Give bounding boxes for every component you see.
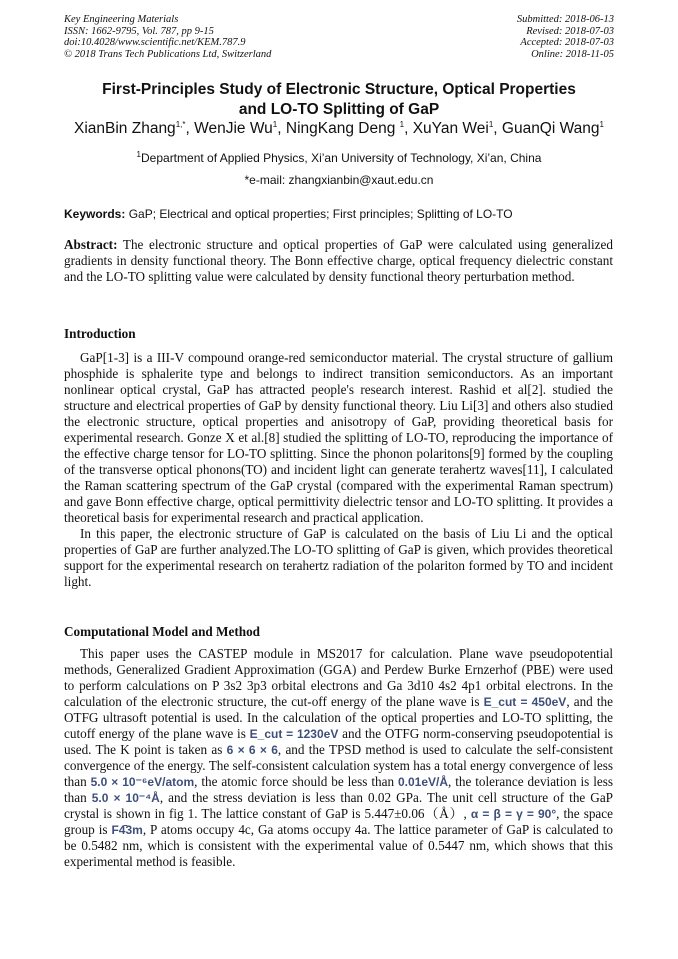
paragraph: In this paper, the electronic structure of GaP is calculated on the basis of Liu Li and the optical properties of GaP are further analyzed.The LO-TO splitting of GaP is given, which provides theoretical support for the experimental research on terahertz radiation of the polariton formed by TO and incident light.	[64, 526, 613, 589]
method-heading: Computational Model and Method	[64, 624, 260, 639]
formula: E_cut = 1230eV	[249, 727, 339, 741]
dates-info	[517, 14, 614, 60]
paper-title	[0, 80, 678, 120]
formula: 5.0 × 10⁻⁴Å	[91, 791, 160, 805]
copyright: © 2018 Trans Tech Publications Ltd, Switzerland	[64, 48, 272, 60]
formula: 6 × 6 × 6	[226, 743, 278, 757]
abstract-text: The electronic structure and optical properties of GaP were calculated using generalized gradients in density functional theory. The Bonn effective charge, optical frequency dielectric constant and the LO-TO splitting value were calculated by density functional theory perturbation method.	[64, 237, 613, 284]
doi: doi:10.4028/www.scientific.net/KEM.787.9	[64, 37, 246, 49]
issn: ISSN: 1662-9795, Vol. 787, pp 9-15	[64, 25, 214, 37]
author: GuanQi Wang$^1$	[501, 120, 604, 138]
journal-name: Key Engineering Materials	[64, 14, 179, 25]
title-line: First-Principles Study of Electronic Structure, Optical Properties	[102, 81, 576, 98]
author: NingKang Deng $^1$	[285, 120, 405, 138]
keywords-text: GaP; Electrical and optical properties; First principles; Splitting of LO-TO	[125, 207, 513, 221]
revised-date: Revised: 2018-07-03	[526, 25, 614, 37]
affiliation: $^1$Department of Applied Physics, Xi’an University of Technology, Xi’an, China	[136, 150, 542, 165]
online-date: Online: 2018-11-05	[531, 48, 614, 60]
author: WenJie Wu$^1$	[194, 120, 278, 138]
paragraph: This paper uses the CASTEP module in MS2017 for calculation. Plane wave pseudopotential methods, Generalized Gradient Approximation (GGA) and Perdew Burke Ernzerhof (PBE) were used to perform calculations on P 3s2 3p3 orbital electrons and Ga 3d10 4s2 4p1 orbital electrons. In the calculation of the electronic structure, the cut-off energy of the plane wave is E_cut = 450eV, and the OTFG ultrasoft potential is used. In the calculation of the optical properties and LO-TO splitting, the cutoff energy of the plane wave is E_cut = 1230eV and the OTFG norm-conserving pseudopotential is used. The K point is taken as 6 × 6 × 6, and the TPSD method is used to calculate the self-consistent convergence of the energy. The self-consistent calculation system has a total energy convergence of less than 5.0 × 10⁻⁶eV/atom, the atomic force should be less than 0.01eV/Å, the tolerance deviation is less than 5.0 × 10⁻⁴Å, and the stress deviation is less than 0.02 GPa. The unit cell structure of the GaP crystal is shown in fig 1. The lattice constant of GaP is 5.447±0.06（Å）, α = β = γ = 90°, the space group is F4̄3m, P atoms occupy 4c, Ga atoms occupy 4a. The lattice parameter of GaP is calculated to be 0.5482 nm, which is consistent with the experimental value of 0.5447 nm, which shows that this experimental method is feasible.	[64, 646, 614, 869]
submitted-date: Submitted: 2018-06-13	[516, 14, 614, 25]
title-line: and LO-TO Splitting of GaP	[238, 101, 440, 118]
paragraph: GaP[1-3] is a III-V compound orange-red semiconductor material. The crystal structure of gallium phosphide is sphalerite type and belongs to indirect transition semiconductors. As an important nonlinear optical crystal, GaP has attracted people's research interest. Rashid et al[2]. studied the structure and electrical properties of GaP by density functional theory. Liu Li[3] and others also studied the electronic structure, optical properties and anisotropy of GaP, providing theoretical basis for experimental research. Gonze X et al.[8] studied the splitting of LO-TO, reproducing the importance of the effective charge tensor for LO-TO splitting. Since the phonon polaritons[9] formed by the coupling of the transverse optical phonons(TO) and incident light can generate terahertz waves[11], I calculated the Raman scattering spectrum of the GaP crystal (compared with the experimental Raman spectrum) and gave Bonn effective charge, optical permittivity dielectric tensor and LO-TO splitting. It provides a theoretical basis for experimental research and practical application.	[64, 350, 613, 525]
formula: 0.01eV/Å	[397, 775, 449, 789]
abstract-label: Abstract:	[64, 237, 118, 252]
keywords	[64, 207, 513, 221]
email: *e-mail: zhangxianbin@xaut.edu.cn	[244, 173, 434, 187]
introduction-body	[64, 350, 613, 590]
accepted-date: Accepted: 2018-07-03	[520, 37, 614, 49]
journal-info	[64, 14, 271, 60]
formula: F4̄3m	[111, 823, 143, 837]
introduction-heading: Introduction	[64, 326, 136, 341]
abstract	[64, 237, 613, 285]
author: XuYan Wei$^1$	[412, 120, 494, 138]
author: XianBin Zhang$^{1,*}$	[74, 120, 186, 138]
formula: E_cut = 450eV	[483, 695, 567, 709]
formula: 5.0 × 10⁻⁶eV/atom	[90, 775, 195, 789]
formula: α = β = γ = 90°	[470, 807, 557, 821]
keywords-label: Keywords:	[64, 207, 126, 221]
method-body	[64, 646, 613, 870]
authors: XianBin Zhang$^{1,*}$, WenJie Wu$^1$, NingKang Deng $^1$, XuYan Wei$^1$, GuanQi Wang$^1$	[74, 120, 604, 138]
